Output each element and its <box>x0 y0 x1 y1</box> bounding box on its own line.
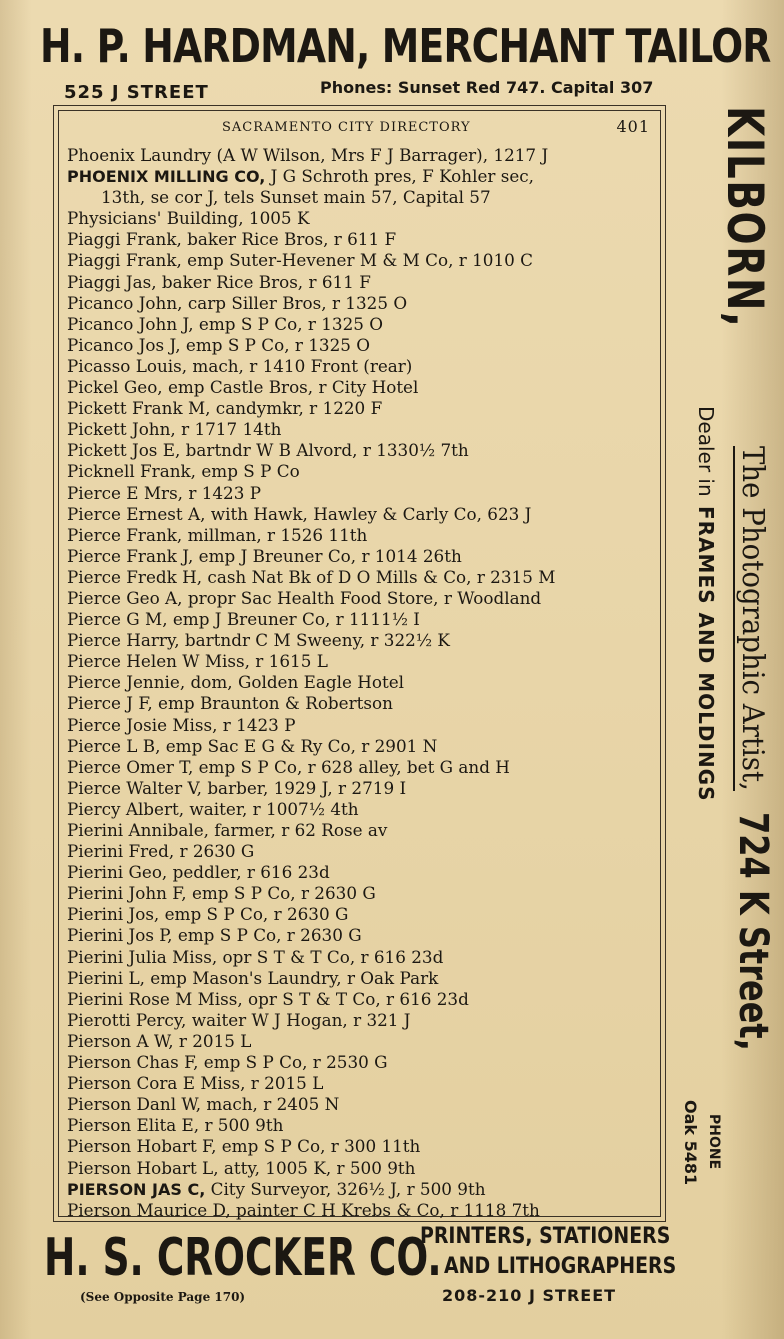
entry-text: Pierce Walter V, barber, 1929 J, r 2719 I <box>67 777 407 798</box>
directory-entry <box>67 1094 656 1115</box>
entry-text: Pierce Frank J, emp J Breuner Co, r 1014 26th <box>67 545 462 566</box>
directory-entry <box>67 1179 656 1200</box>
entry-text: City Surveyor, 326½ J, r 500 9th <box>205 1178 486 1199</box>
entry-text: Pierce Josie Miss, r 1423 P <box>67 714 296 735</box>
entry-text: Pierini Julia Miss, opr S T & T Co, r 616 23d <box>67 946 444 967</box>
directory-entry <box>67 1136 656 1157</box>
directory-entry <box>67 672 656 693</box>
footer-ad-note: (See Opposite Page 170) <box>80 1290 246 1304</box>
entry-text: Physicians' Building, 1005 K <box>67 208 310 229</box>
directory-entry <box>67 187 656 208</box>
entry-text: Piercy Albert, waiter, r 1007½ 4th <box>67 798 359 819</box>
directory-entry <box>67 272 656 293</box>
directory-entry <box>67 736 656 757</box>
entry-text: Pickett Frank M, candymkr, r 1220 F <box>67 398 383 419</box>
entry-text: Pierce Harry, bartndr C M Sweeny, r 322½ K <box>67 630 450 651</box>
directory-entry <box>67 525 656 546</box>
side-ad-name: KILBORN, <box>716 106 774 329</box>
entry-text: Pickett John, r 1717 14th <box>67 419 282 440</box>
directory-entry <box>67 1010 656 1031</box>
entry-text: Pierson Danl W, mach, r 2405 N <box>67 1094 340 1115</box>
directory-entry <box>67 567 656 588</box>
entry-text: Pickett Jos E, bartndr W B Alvord, r 1330½ 7th <box>67 440 469 461</box>
entry-text: Pierson Hobart L, atty, 1005 K, r 500 9th <box>67 1157 416 1178</box>
entry-text: Pierini John F, emp S P Co, r 2630 G <box>67 883 376 904</box>
directory-entry <box>67 799 656 820</box>
directory-entry <box>67 377 656 398</box>
directory-entry <box>67 925 656 946</box>
entry-text: Pierce E Mrs, r 1423 P <box>67 482 262 503</box>
entry-text: Phoenix Laundry (A W Wilson, Mrs F J Barrager), 1217 J <box>67 145 549 165</box>
entry-text: Pierini Jos P, emp S P Co, r 2630 G <box>67 925 362 946</box>
entry-text: Pickel Geo, emp Castle Bros, r City Hotel <box>67 377 419 398</box>
running-head <box>59 117 660 139</box>
entry-bold-name: PIERSON JAS C, <box>67 1179 206 1199</box>
directory-entry <box>67 841 656 862</box>
directory-entry <box>67 1115 656 1136</box>
directory-entry <box>67 314 656 335</box>
side-advertisement <box>668 106 784 1206</box>
side-ad-dealer-prefix: Dealer in <box>694 406 718 497</box>
directory-entry <box>67 440 656 461</box>
directory-entry <box>67 546 656 567</box>
side-ad-dealer-goods: FRAMES AND MOLDINGS <box>694 506 718 802</box>
header-ad-street: 525 J STREET <box>64 82 209 103</box>
directory-entry <box>67 947 656 968</box>
entry-text: Pierce G M, emp J Breuner Co, r 1111½ I <box>67 609 420 630</box>
entry-text: Pierson A W, r 2015 L <box>67 1030 252 1051</box>
directory-entry <box>67 609 656 630</box>
side-ad-address: 724 K Street, <box>730 812 776 1051</box>
entry-text: Pierce Frank, millman, r 1526 11th <box>67 524 368 545</box>
directory-entry <box>67 1052 656 1073</box>
entry-text: Pierce Geo A, propr Sac Health Food Store, r Woodland <box>67 587 542 608</box>
entry-text: Pierini Annibale, farmer, r 62 Rose av <box>67 820 388 840</box>
entry-text: Pierce Jennie, dom, Golden Eagle Hotel <box>67 672 405 693</box>
entry-text: Pierson Chas F, emp S P Co, r 2530 G <box>67 1052 388 1073</box>
entry-text: Picasso Louis, mach, r 1410 Front (rear) <box>67 355 413 376</box>
directory-entry <box>67 1158 656 1179</box>
directory-entry <box>67 778 656 799</box>
directory-entry <box>67 1031 656 1052</box>
directory-entry <box>67 989 656 1010</box>
directory-entry <box>67 293 656 314</box>
running-head-title: SACRAMENTO CITY DIRECTORY <box>222 120 471 135</box>
entry-text: Pierson Cora E Miss, r 2015 L <box>67 1073 324 1094</box>
directory-entry <box>67 229 656 250</box>
directory-entry <box>67 208 656 229</box>
entry-text: Pierce Omer T, emp S P Co, r 628 alley, bet G and H <box>67 756 510 777</box>
directory-entry <box>67 461 656 482</box>
entry-text: Pierini Fred, r 2630 G <box>67 841 255 862</box>
directory-entry <box>67 693 656 714</box>
footer-ad-line2: AND LITHOGRAPHERS <box>444 1254 677 1279</box>
side-ad-phone-number: Oak 5481 <box>681 1100 700 1186</box>
directory-entry <box>67 715 656 736</box>
entry-text: Picanco John, carp Siller Bros, r 1325 O <box>67 292 408 313</box>
directory-entry <box>67 356 656 377</box>
side-ad-tagline: The Photographic Artist, <box>735 446 770 791</box>
entry-text: Pierson Elita E, r 500 9th <box>67 1115 284 1136</box>
entry-text: Picanco John J, emp S P Co, r 1325 O <box>67 313 384 334</box>
entry-text: Pierson Hobart F, emp S P Co, r 300 11th <box>67 1136 421 1157</box>
directory-entry <box>67 630 656 651</box>
directory-entry <box>67 883 656 904</box>
directory-entries <box>67 145 656 1221</box>
directory-entry <box>67 398 656 419</box>
entry-bold-name: PHOENIX MILLING CO, <box>67 167 266 187</box>
page-number: 401 <box>616 117 650 136</box>
header-ad-phones: Phones: Sunset Red 747. Capital 307 <box>320 78 654 97</box>
entry-text: Pierotti Percy, waiter W J Hogan, r 321 J <box>67 1009 411 1030</box>
directory-entry <box>67 651 656 672</box>
directory-entry <box>67 904 656 925</box>
directory-entry <box>67 1073 656 1094</box>
entry-text: J G Schroth pres, F Kohler sec, <box>265 166 535 187</box>
entry-text: Pierce J F, emp Braunton & Robertson <box>67 693 393 714</box>
side-ad-phone-label: PHONE <box>706 1114 722 1170</box>
entry-text: Pierini L, emp Mason's Laundry, r Oak Park <box>67 967 439 988</box>
entry-text: 13th, se cor J, tels Sunset main 57, Capital 57 <box>101 187 491 208</box>
entry-text: Picanco Jos J, emp S P Co, r 1325 O <box>67 334 371 355</box>
entry-text: Pierini Jos, emp S P Co, r 2630 G <box>67 904 349 925</box>
directory-frame-inner <box>58 110 661 1220</box>
side-ad-rotated <box>668 106 784 1206</box>
entry-text: Pierini Rose M Miss, opr S T & T Co, r 616 23d <box>67 988 469 1009</box>
entry-text: Pierce Fredk H, cash Nat Bk of D O Mills & Co, r 2315 M <box>67 566 556 587</box>
entry-text: Pierini Geo, peddler, r 616 23d <box>67 862 330 883</box>
directory-entry <box>67 862 656 883</box>
entry-text: Piaggi Frank, baker Rice Bros, r 611 F <box>67 229 397 250</box>
entry-text: Piaggi Frank, emp Suter-Hevener M & M Co, r 1010 C <box>67 250 533 271</box>
footer-ad-line1: PRINTERS, STATIONERS <box>420 1224 671 1249</box>
directory-entry <box>67 145 656 166</box>
directory-entry <box>67 166 656 187</box>
directory-entry <box>67 968 656 989</box>
entry-text: Picknell Frank, emp S P Co <box>67 461 300 482</box>
directory-entry <box>67 483 656 504</box>
footer-advertisement <box>44 1222 744 1332</box>
entry-text: Pierce Ernest A, with Hawk, Hawley & Carly Co, 623 J <box>67 503 532 524</box>
directory-entry <box>67 504 656 525</box>
footer-ad-name: H. S. CROCKER CO. <box>44 1228 442 1288</box>
directory-entry <box>67 820 656 841</box>
entry-text: Pierce Helen W Miss, r 1615 L <box>67 651 328 672</box>
directory-entry <box>67 588 656 609</box>
directory-entry <box>67 757 656 778</box>
directory-entry <box>67 419 656 440</box>
footer-ad-address: 208-210 J STREET <box>442 1286 617 1305</box>
header-ad-name: H. P. HARDMAN, MERCHANT TAILOR <box>40 19 771 73</box>
directory-entry <box>67 250 656 271</box>
entry-text: Pierson Maurice D, painter C H Krebs & Co, r 1118 7th <box>67 1199 540 1220</box>
entry-text: Piaggi Jas, baker Rice Bros, r 611 F <box>67 271 371 292</box>
directory-entry <box>67 335 656 356</box>
directory-entry <box>67 1200 656 1221</box>
directory-frame <box>53 105 666 1222</box>
header-advertisement <box>40 18 771 103</box>
entry-text: Pierce L B, emp Sac E G & Ry Co, r 2901 N <box>67 735 438 756</box>
